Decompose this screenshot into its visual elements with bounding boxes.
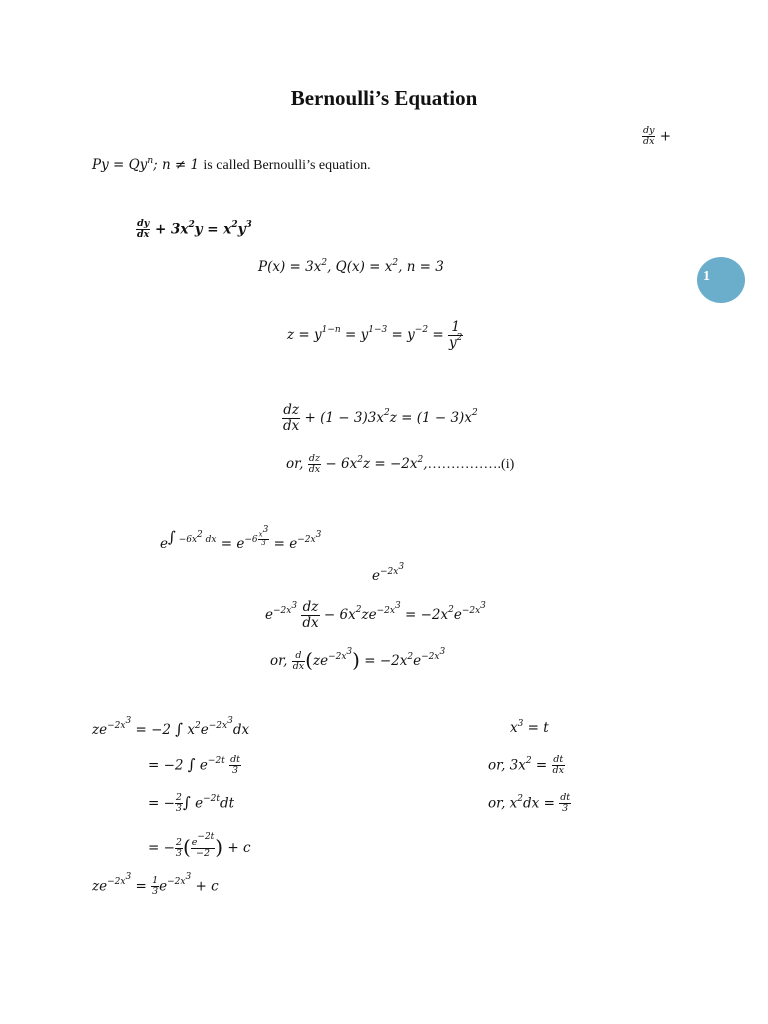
integration-step-4: = − $\frac{2}{3}$ ( $\frac{e^{-2t}}{-2}$ ) + c: [148, 832, 251, 859]
integration-step-1: $ze-2x^3 = -2$ ∫ $x^2e-2x^3dx$: [92, 716, 250, 738]
z-substitution: $z = y^{1-n} = y^{1-3} = y^{-2}$ = $\frac{1}{y^2}$: [287, 319, 463, 351]
substitution-line-1: $x^3 = t$: [510, 718, 549, 736]
page-title: Bernoulli’s Equation: [290, 86, 478, 110]
linear-equation: $\frac{dz}{dx}$ + $(1 - 3)3x^2z = (1 - 3)x^2$: [283, 402, 478, 434]
definition-line: [92, 154, 371, 174]
definition-equation: $Py = Qy^n$; n ≠ 1: [92, 155, 204, 173]
integrating-factor-value: $e-2x^3$: [372, 562, 405, 584]
page-number-badge: 1: [697, 257, 745, 303]
integration-step-2: = −2 ∫ e−2t $\frac{dt}{3}$: [148, 754, 240, 777]
derivative-form: or, $\frac{d}{dx}$ $(ze-2x^3) = -2x^2e-2x^3$: [270, 647, 446, 672]
pq-values: $P(x) = 3x^2$, $Q(x) = x^2$, n = 3: [258, 257, 444, 275]
definition-fragment: $\frac{dy}{dx}$ +: [643, 125, 672, 148]
equation-i-dots: ……………: [427, 457, 498, 472]
equation-i: or, $\frac{dz}{dx}$ − $6x^2z$ = $-2x^2,\dots\dots\dots\dots\dots.(i)$: [286, 452, 515, 475]
example-ode: $\frac{dy}{dx}$ + $3x^2y = x^2y^3$: [137, 218, 252, 241]
integration-step-3: = − $\frac{2}{3}$ ∫ e−2tdt: [148, 792, 235, 815]
definition-text: is called Bernoulli’s equation.: [203, 158, 371, 173]
substitution-line-3: or, $x^2dx$ = $\frac{dt}{3}$: [488, 792, 571, 815]
substitution-line-2: or, $3x^2$ = $\frac{dt}{dx}$: [488, 754, 564, 777]
integrating-factor: $e\int -6x^2$ dx = e−6 $\frac{x^3}{3}$ = $e-2x^3$: [160, 525, 322, 552]
multiplied-equation: $e-2x^3$ $\frac{dz}{dx}$ − $6x^2ze-2x^3 = -2x^2e-2x^3$: [265, 599, 486, 631]
integration-result: $ze-2x^3$ = $\frac{1}{3}$ $e-2x^3 + c$: [92, 872, 219, 898]
equation-i-label: .(i): [497, 457, 515, 472]
